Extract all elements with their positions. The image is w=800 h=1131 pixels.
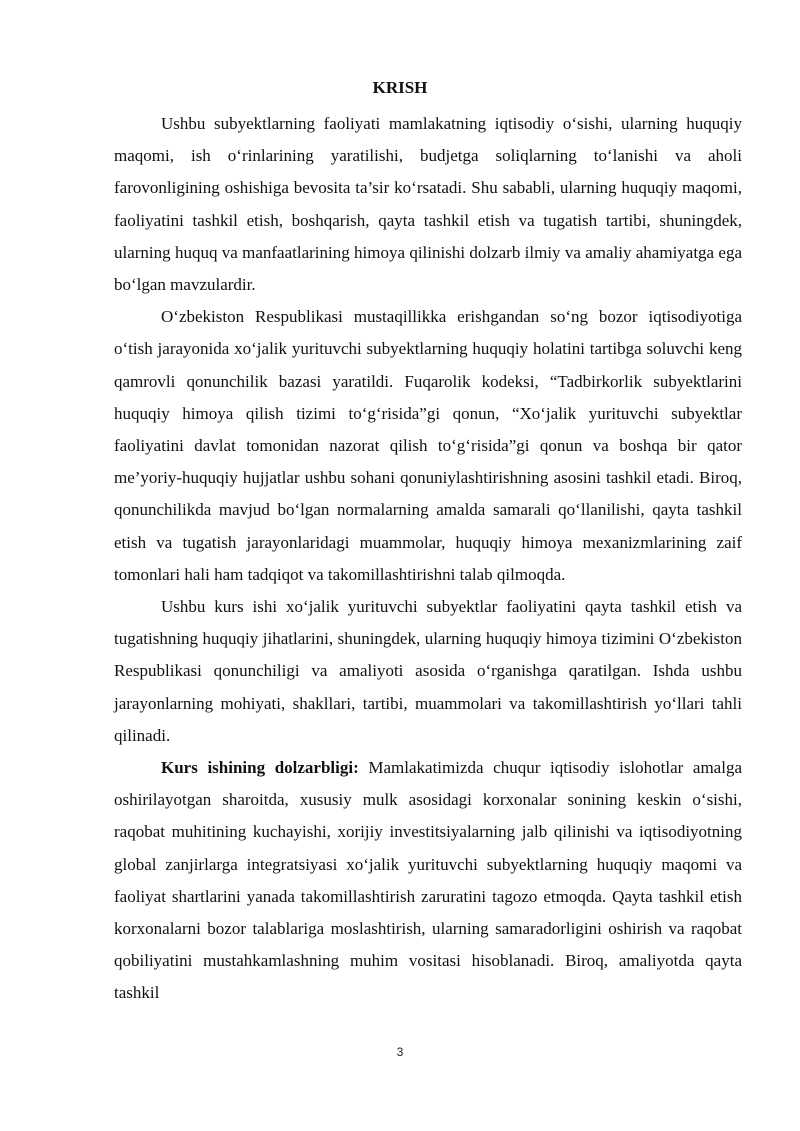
page-title: KRISH [372, 78, 428, 97]
relevance-heading: Kurs ishining dolzarbligi: [161, 758, 359, 778]
paragraph-1: Ushbu subyektlarning faoliyati mamlakatning iqtisodiy o‘sishi, ularning huquqiy maqomi, ish o‘rinlarining yaratilishi, budjetga soliqlarning to‘lanishi va aholi farovonligining oshishiga bevosita ta’sir ko‘rsatadi. Shu sababli, ularning huquqiy maqomi, faoliyatini tashkil etish, boshqarish, qayta tashkil etish va tugatish tartibi, shuningdek, ularning huquq va manfaatlarining himoya qilinishi dolzarb ilmiy va amaliy ahamiyatga ega bo‘lgan mavzulardir. [114, 114, 742, 295]
paragraph-relevance [114, 752, 742, 1010]
page-number: 3 [396, 1045, 404, 1059]
paragraph-3: Ushbu kurs ishi xo‘jalik yurituvchi subyektlar faoliyatini qayta tashkil etish va tugatishning huquqiy jihatlarini, shuningdek, ularning huquqiy himoya tizimini O‘zbekiston Respublikasi qonunchiligi va amaliyoti asosida o‘rganishga qaratilgan. Ishda ushbu jarayonlarning mohiyati, shakllari, tartibi, muammolari va takomillashtirish yo‘llari tahli qilinadi. [114, 597, 742, 745]
body-text [114, 108, 742, 1010]
paragraph-2: O‘zbekiston Respublikasi mustaqillikka erishgandan so‘ng bozor iqtisodiyotiga o‘tish jarayonida xo‘jalik yurituvchi subyektlarning huquqiy holatini tartibga soluvchi keng qamrovli qonunchilik bazasi yaratildi. Fuqarolik kodeksi, “Tadbirkorlik subyektlarini huquqiy himoya qilish tizimi to‘g‘risida”gi qonun, “Xo‘jalik yurituvchi subyektlar faoliyatini davlat tomonidan nazorat qilish to‘g‘risida”gi qonun va boshqa bir qator me’yoriy-huquqiy hujjatlar ushbu sohani qonuniylashtirishning asosini tashkil etadi. Biroq, qonunchilikda mavjud bo‘lgan normalarning amalda samarali qo‘llanilishi, qayta tashkil etish va tugatish jarayonlaridagi muammolar, huquqiy himoya mexanizmlarining zaif tomonlari hali ham tadqiqot va takomillashtirishni talab qilmoqda. [114, 307, 742, 584]
relevance-text: Mamlakatimizda chuqur iqtisodiy islohotlar amalga oshirilayotgan sharoitda, xususiy mulk asosidagi korxonalar sonining keskin o‘sishi, raqobat muhitining kuchayishi, xorijiy investitsiyalarning jalb qilinishi va iqtisodiyotning global zanjirlarga integratsiyasi xo‘jalik yurituvchi subyektlarning huquqiy maqomi va faoliyat shartlarini yanada takomillashtirish zaruratini tagozo etmoqda. Qayta tashkil etish korxonalarni bozor talablariga moslashtirish, ularning samaradorligini oshirish va raqobat qobiliyatini mustahkamlashning muhim vositasi hisoblanadi. Biroq, amaliyotda qayta tashkil [114, 758, 742, 1003]
